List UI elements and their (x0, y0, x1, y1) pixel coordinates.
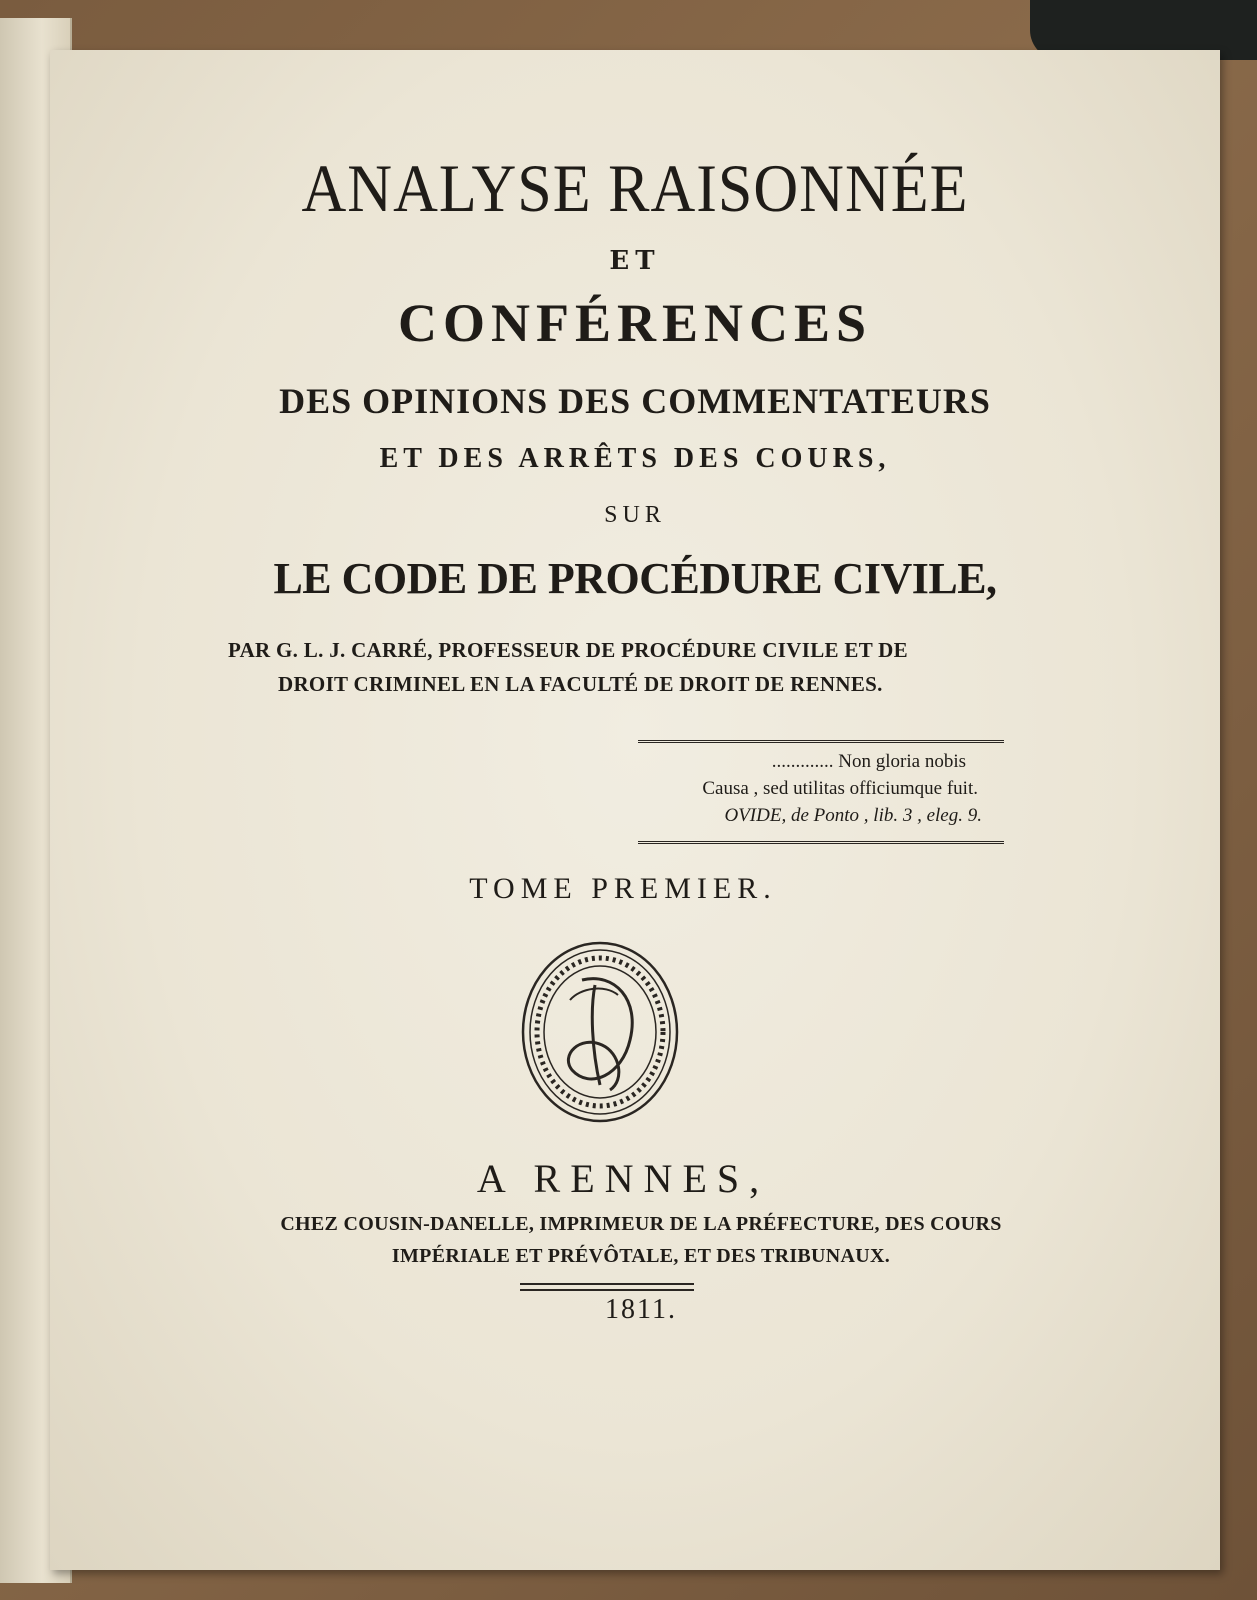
title-conjunction: ET (609, 246, 661, 276)
printer-line-1: CHEZ COUSIN-DANELLE, IMPRIMEUR DE LA PRÉFECTURE, DES COURS (280, 1213, 1002, 1235)
epigraph (638, 740, 1004, 844)
subtitle-sur: SUR (604, 502, 666, 528)
imprint-rule (520, 1283, 694, 1291)
author-line-1: PAR G. L. J. CARRÉ, PROFESSEUR DE PROCÉDURE CIVILE ET DE (228, 638, 908, 662)
subtitle-code: LE CODE DE PROCÉDURE CIVILE, (273, 554, 997, 603)
imprint-city: A RENNES, (476, 1156, 770, 1201)
epigraph-line-1: ............. Non gloria nobis (771, 751, 966, 772)
title-conferences: CONFÉRENCES (397, 293, 873, 353)
volume-label: TOME PREMIER. (469, 872, 777, 905)
author-line-2: DROIT CRIMINEL EN LA FACULTÉ DE DROIT DE RENNES. (278, 672, 883, 696)
epigraph-line-2: Causa , sed utilitas officiumque fuit. (702, 778, 978, 799)
title-page (50, 50, 1220, 1570)
epigraph-attribution: OVIDE, de Ponto , lib. 3 , eleg. 9. (724, 805, 982, 826)
subtitle-line-2: ET DES ARRÊTS DES COURS, (379, 443, 891, 474)
subtitle-line-1: DES OPINIONS DES COMMENTATEURS (279, 381, 991, 421)
publication-year: 1811. (605, 1294, 677, 1325)
printer-line-2: IMPÉRIALE ET PRÉVÔTALE, ET DES TRIBUNAUX. (391, 1245, 891, 1267)
monogram-seal-icon (520, 940, 680, 1124)
main-title: ANALYSE RAISONNÉE (301, 151, 969, 227)
